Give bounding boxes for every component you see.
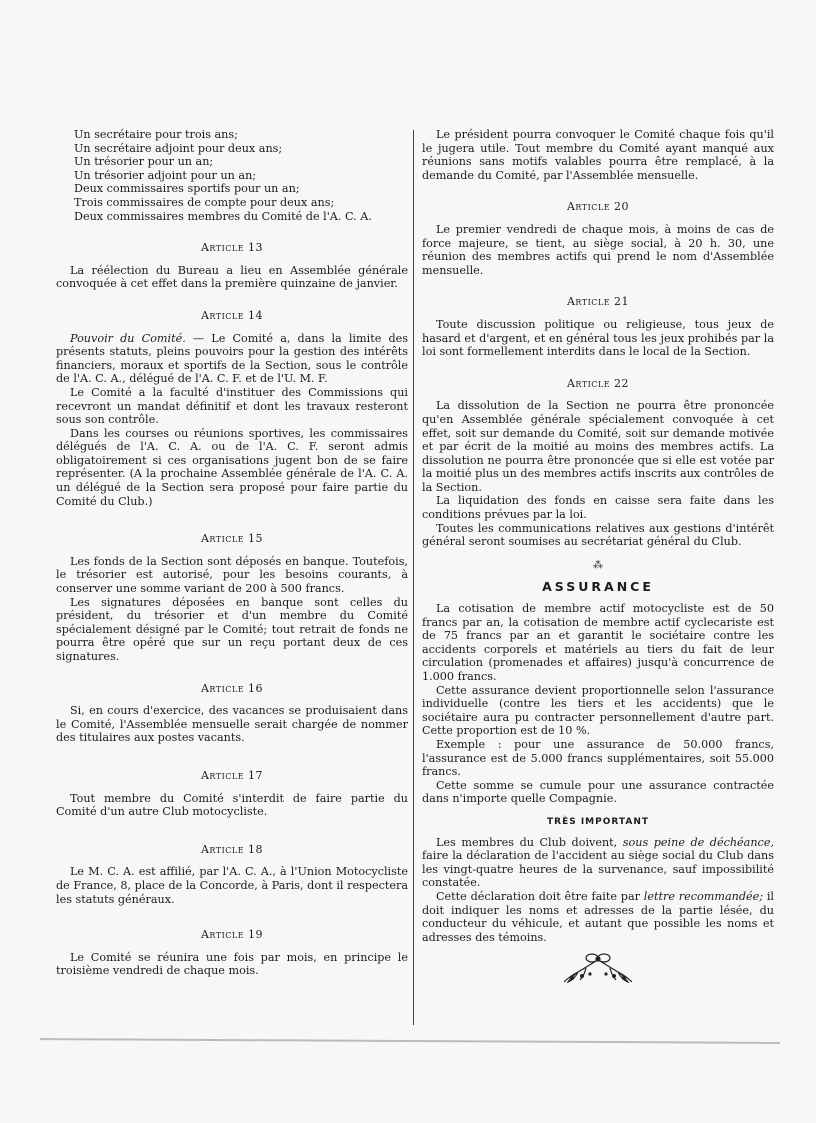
- article-14-heading: Article 14: [200, 308, 264, 322]
- column-divider: [413, 130, 414, 1025]
- assurance-text-2: Cette assurance devient proportionnelle selon l'assurance individuelle (contre les tiers et les accidents) que le sociétaire aura pu contracter personnellement d'autre part. Cette proportion est de 10 %.: [422, 683, 774, 738]
- article-18-heading: Article 18: [200, 842, 264, 856]
- article-16-heading: Article 16: [200, 681, 264, 695]
- important-1-emphasis: sous peine de déchéance,: [622, 835, 774, 849]
- list-item: Un trésorier adjoint pour un an;: [74, 168, 257, 182]
- list-item: Un trésorier pour un an;: [74, 155, 214, 169]
- article-18-text: Le M. C. A. est affilié, par l'A. C. A., à l'Union Motocycliste de France, 8, place de la Concorde, à Paris, dont il respectera les statuts généraux.: [56, 865, 408, 906]
- article-20-text: Le premier vendredi de chaque mois, à moins de cas de force majeure, se tient, au siège social, à 20 h. 30, une réunion des membres actifs qui prend le nom d'Assemblée mensuelle.: [422, 222, 774, 277]
- article-14-lead: Pouvoir du Comité.: [70, 331, 186, 345]
- continued-text: Le président pourra convoquer le Comité chaque fois qu'il le jugera utile. Tout membre du Comité ayant manqué aux réunions sans motifs valables pourra être remplacé, à la demande du Comité, par l'Assemblée mensuelle.: [422, 128, 774, 182]
- article-15-text-1: Les fonds de la Section sont déposés en banque. Toutefois, le trésorier est autorisé, pour les besoins courants, à conserver une somme variant de 200 à 500 francs.: [56, 554, 408, 596]
- important-1b: faire la déclaration de l'accident au siège social du Club dans les vingt-quatre heures de la survenance, sauf impossibilité constatée.: [422, 849, 774, 890]
- article-22-text-2: La liquidation des fonds en caisse sera faite dans les conditions prévues par la loi.: [422, 494, 774, 522]
- important-text-1: [422, 836, 774, 890]
- article-14-text-2: Le Comité a la faculté d'instituer des Commissions qui recevront un mandat définitif et dont les travaux resteront sous son contrôle.: [56, 385, 408, 427]
- list-item: Un secrétaire pour trois ans;: [74, 128, 238, 141]
- important-2b: il doit indiquer les noms et adresses de la partie lésée, du conducteur du véhicule, et autant que possible les noms et adresses des témoins.: [422, 889, 774, 944]
- list-item: Deux commissaires membres du Comité de l'A. C. A.: [74, 209, 372, 223]
- list-item: Trois commissaires de compte pour deux ans;: [74, 195, 335, 209]
- article-21-text: Toute discussion politique ou religieuse, tous jeux de hasard et d'argent, et en général tous les jeux prohibés par la loi sont formellement interdits dans le local de la Section.: [422, 317, 774, 359]
- left-column: [56, 128, 408, 978]
- article-19-text: Le Comité se réunira une fois par mois, en principe le troisième vendredi de chaque mois.: [56, 950, 408, 978]
- important-2a: Cette déclaration doit être faite par: [436, 889, 644, 903]
- assurance-text-4: Cette somme se cumule pour une assurance contractée dans n'importe quelle Compagnie.: [422, 778, 774, 806]
- important-text-2: [422, 890, 774, 944]
- right-column: [422, 128, 774, 990]
- article-15-text-2: Les signatures déposées en banque sont celles du président, du trésorier et d'un membre du Comité spécialement désigné par le Comité; tout retrait de fonds ne pourra être opéré que sur un reçu portant deux de ces signatures.: [56, 595, 408, 663]
- article-17-heading: Article 17: [200, 768, 264, 782]
- article-15-heading: Article 15: [200, 532, 264, 546]
- important-1a: Les membres du Club doivent,: [436, 835, 623, 849]
- article-14-text-3: Dans les courses ou réunions sportives, les commissaires délégués de l'A. C. A. ou de l'A. C. F. seront admis obligatoirement si ces organisations jugent bon de se faire représenter. (A la prochaine Assemblée générale de l'A. C. A. un délégué de la Section sera proposé pour faire partie du Comité du Club.): [56, 426, 408, 508]
- scan-page-edge: [40, 1038, 780, 1044]
- article-22-text-3: Toutes les communications relatives aux gestions d'intérêt général seront soumises au secrétariat général du Club.: [422, 521, 774, 549]
- important-heading: TRÈS IMPORTANT: [547, 816, 649, 827]
- article-14-body: — Le Comité a, dans la limite des présents statuts, pleins pouvoirs pour la gestion des intérêts financiers, moraux et sportifs de la Section, sous le contrôle de l'A. C. A., délégué de l'A. C. F. et de l'U. M. F.: [56, 331, 408, 386]
- assurance-text-1: La cotisation de membre actif motocycliste est de 50 francs par an, la cotisation de membre actif cyclecariste est de 75 francs par an et garantit le sociétaire contre les accidents corporels et matériels au tiers du fait de leur circulation (promenades et affaires) jusqu'à concurrence de 1.000 francs.: [422, 602, 774, 683]
- list-item: Un secrétaire adjoint pour deux ans;: [74, 141, 283, 155]
- article-13-text: La réélection du Bureau a lieu en Assemblée générale convoquée à cet effet dans la première quinzaine de janvier.: [56, 263, 408, 291]
- assurance-heading: ASSURANCE: [542, 579, 654, 595]
- list-item: Deux commissaires sportifs pour un an;: [74, 182, 300, 196]
- important-2-emphasis: lettre recommandée;: [643, 889, 764, 903]
- ribbon-ornament-icon: [422, 952, 774, 990]
- article-14-text-1: [56, 332, 408, 386]
- article-17-text: Tout membre du Comité s'interdit de faire partie du Comité d'un autre Club motocycliste.: [56, 791, 408, 819]
- assurance-text-3: Exemple : pour une assurance de 50.000 francs, l'assurance est de 5.000 francs supplémentaires, soit 55.000 francs.: [422, 737, 774, 779]
- officer-list: [56, 128, 408, 223]
- article-13-heading: Article 13: [200, 241, 264, 255]
- article-22-text-1: La dissolution de la Section ne pourra être prononcée qu'en Assemblée générale spécialement convoquée à cet effet, soit sur demande du Comité, soit sur demande motivée et par écrit de la moitié au moins des membres actifs. La dissolution ne pourra être prononcée que si elle est votée par la moitié plus un des membres actifs inscrits aux contrôles de la Section.: [422, 399, 774, 494]
- article-16-text: Si, en cours d'exercice, des vacances se produisaient dans le Comité, l'Assemblée mensuelle serait chargée de nommer des titulaires aux postes vacants.: [56, 704, 408, 745]
- article-22-heading: Article 22: [566, 376, 630, 390]
- article-21-heading: Article 21: [566, 295, 630, 309]
- article-20-heading: Article 20: [566, 200, 630, 214]
- section-separator: ⁂: [593, 559, 603, 571]
- article-19-heading: Article 19: [200, 928, 264, 942]
